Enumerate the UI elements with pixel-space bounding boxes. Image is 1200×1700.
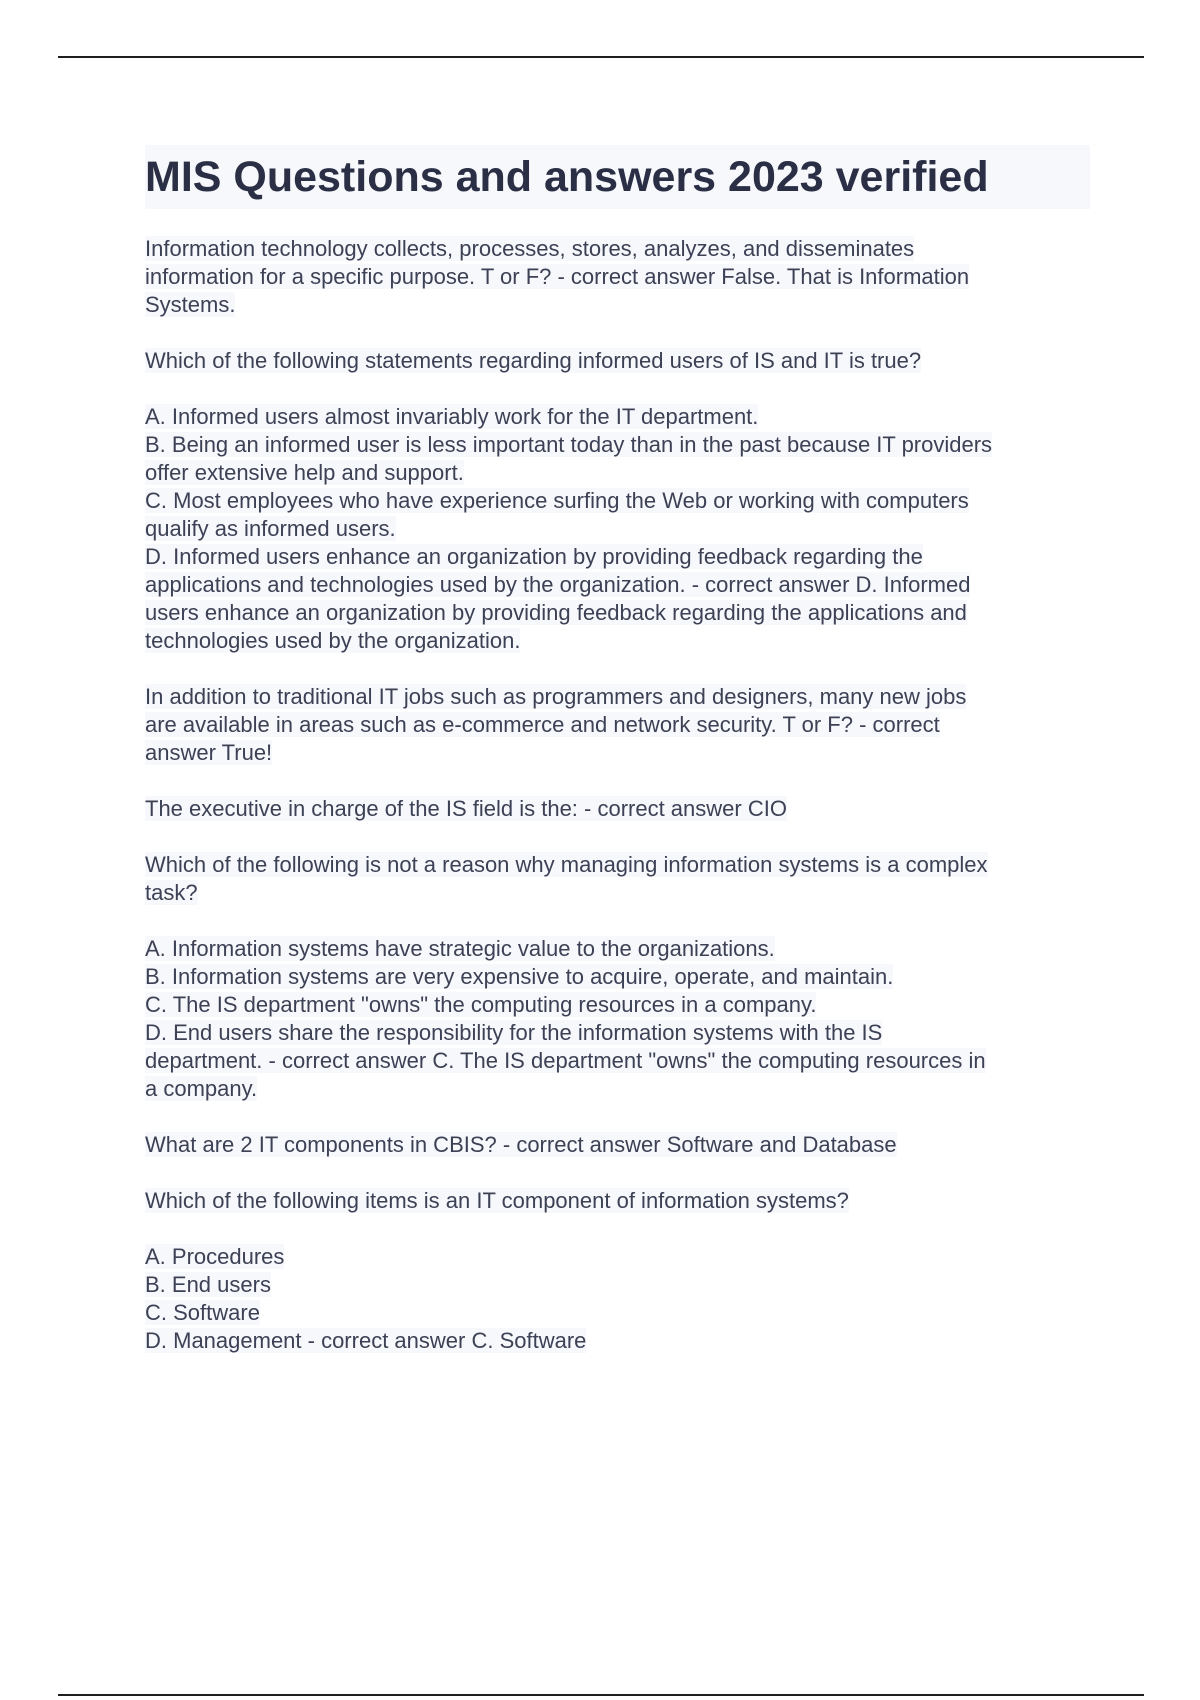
line-wrapper (145, 1131, 1090, 1159)
text-line: applications and technologies used by the organization. - correct answer D. Informed (145, 572, 971, 597)
text-line: Which of the following is not a reason why managing information systems is a complex (145, 852, 988, 877)
qa-paragraph (145, 1131, 1090, 1159)
text-line: Information technology collects, processes, stores, analyzes, and disseminates (145, 236, 915, 261)
line-wrapper (145, 487, 1090, 515)
line-wrapper (145, 235, 1090, 263)
text-line: qualify as informed users. (145, 516, 396, 541)
line-wrapper (145, 1327, 1090, 1355)
qa-paragraph (145, 347, 1090, 375)
line-wrapper (145, 991, 1090, 1019)
line-wrapper (145, 431, 1090, 459)
question-list (145, 235, 1090, 1355)
line-wrapper (145, 1047, 1090, 1075)
document-title: MIS Questions and answers 2023 verified (145, 153, 989, 201)
text-line: information for a specific purpose. T or F? - correct answer False. That is Information (145, 264, 970, 289)
top-rule (58, 56, 1144, 58)
text-line: B. End users (145, 1272, 271, 1297)
line-wrapper (145, 599, 1090, 627)
line-wrapper (145, 963, 1090, 991)
text-line: Systems. (145, 292, 236, 317)
text-line: D. Informed users enhance an organization by providing feedback regarding the (145, 544, 923, 569)
text-line: users enhance an organization by providing feedback regarding the applications and (145, 600, 967, 625)
line-wrapper (145, 627, 1090, 655)
text-line: A. Procedures (145, 1244, 285, 1269)
line-wrapper (145, 543, 1090, 571)
line-wrapper (145, 683, 1090, 711)
title-block (145, 145, 1090, 209)
text-line: What are 2 IT components in CBIS? - correct answer Software and Database (145, 1132, 897, 1157)
document-body (145, 145, 1090, 1383)
text-line: A. Information systems have strategic value to the organizations. (145, 936, 775, 961)
line-wrapper (145, 711, 1090, 739)
line-wrapper (145, 1187, 1090, 1215)
line-wrapper (145, 1299, 1090, 1327)
text-line: B. Being an informed user is less important today than in the past because IT providers (145, 432, 993, 457)
line-wrapper (145, 935, 1090, 963)
text-line: a company. (145, 1076, 258, 1101)
line-wrapper (145, 347, 1090, 375)
line-wrapper (145, 879, 1090, 907)
text-line: The executive in charge of the IS field is the: - correct answer CIO (145, 796, 787, 821)
line-wrapper (145, 571, 1090, 599)
text-line: are available in areas such as e-commerce and network security. T or F? - correct (145, 712, 940, 737)
qa-paragraph (145, 1187, 1090, 1215)
qa-paragraph (145, 235, 1090, 319)
line-wrapper (145, 291, 1090, 319)
text-line: technologies used by the organization. (145, 628, 521, 653)
qa-paragraph (145, 403, 1090, 655)
line-wrapper (145, 1075, 1090, 1103)
text-line: C. Most employees who have experience surfing the Web or working with computers (145, 488, 969, 513)
text-line: answer True! (145, 740, 273, 765)
text-line: Which of the following items is an IT component of information systems? (145, 1188, 849, 1213)
line-wrapper (145, 1243, 1090, 1271)
bottom-rule (58, 1694, 1144, 1696)
line-wrapper (145, 1019, 1090, 1047)
text-line: task? (145, 880, 198, 905)
line-wrapper (145, 795, 1090, 823)
line-wrapper (145, 851, 1090, 879)
text-line: B. Information systems are very expensive to acquire, operate, and maintain. (145, 964, 894, 989)
line-wrapper (145, 1271, 1090, 1299)
line-wrapper (145, 263, 1090, 291)
line-wrapper (145, 403, 1090, 431)
text-line: Which of the following statements regarding informed users of IS and IT is true? (145, 348, 922, 373)
qa-paragraph (145, 795, 1090, 823)
qa-paragraph (145, 935, 1090, 1103)
text-line: D. Management - correct answer C. Software (145, 1328, 587, 1353)
text-line: C. Software (145, 1300, 260, 1325)
text-line: In addition to traditional IT jobs such as programmers and designers, many new jobs (145, 684, 967, 709)
text-line: department. - correct answer C. The IS department "owns" the computing resources in (145, 1048, 986, 1073)
text-line: offer extensive help and support. (145, 460, 464, 485)
text-line: A. Informed users almost invariably work for the IT department. (145, 404, 759, 429)
text-line: C. The IS department "owns" the computing resources in a company. (145, 992, 817, 1017)
qa-paragraph (145, 851, 1090, 907)
line-wrapper (145, 739, 1090, 767)
line-wrapper (145, 459, 1090, 487)
qa-paragraph (145, 1243, 1090, 1355)
line-wrapper (145, 515, 1090, 543)
qa-paragraph (145, 683, 1090, 767)
text-line: D. End users share the responsibility for the information systems with the IS (145, 1020, 883, 1045)
